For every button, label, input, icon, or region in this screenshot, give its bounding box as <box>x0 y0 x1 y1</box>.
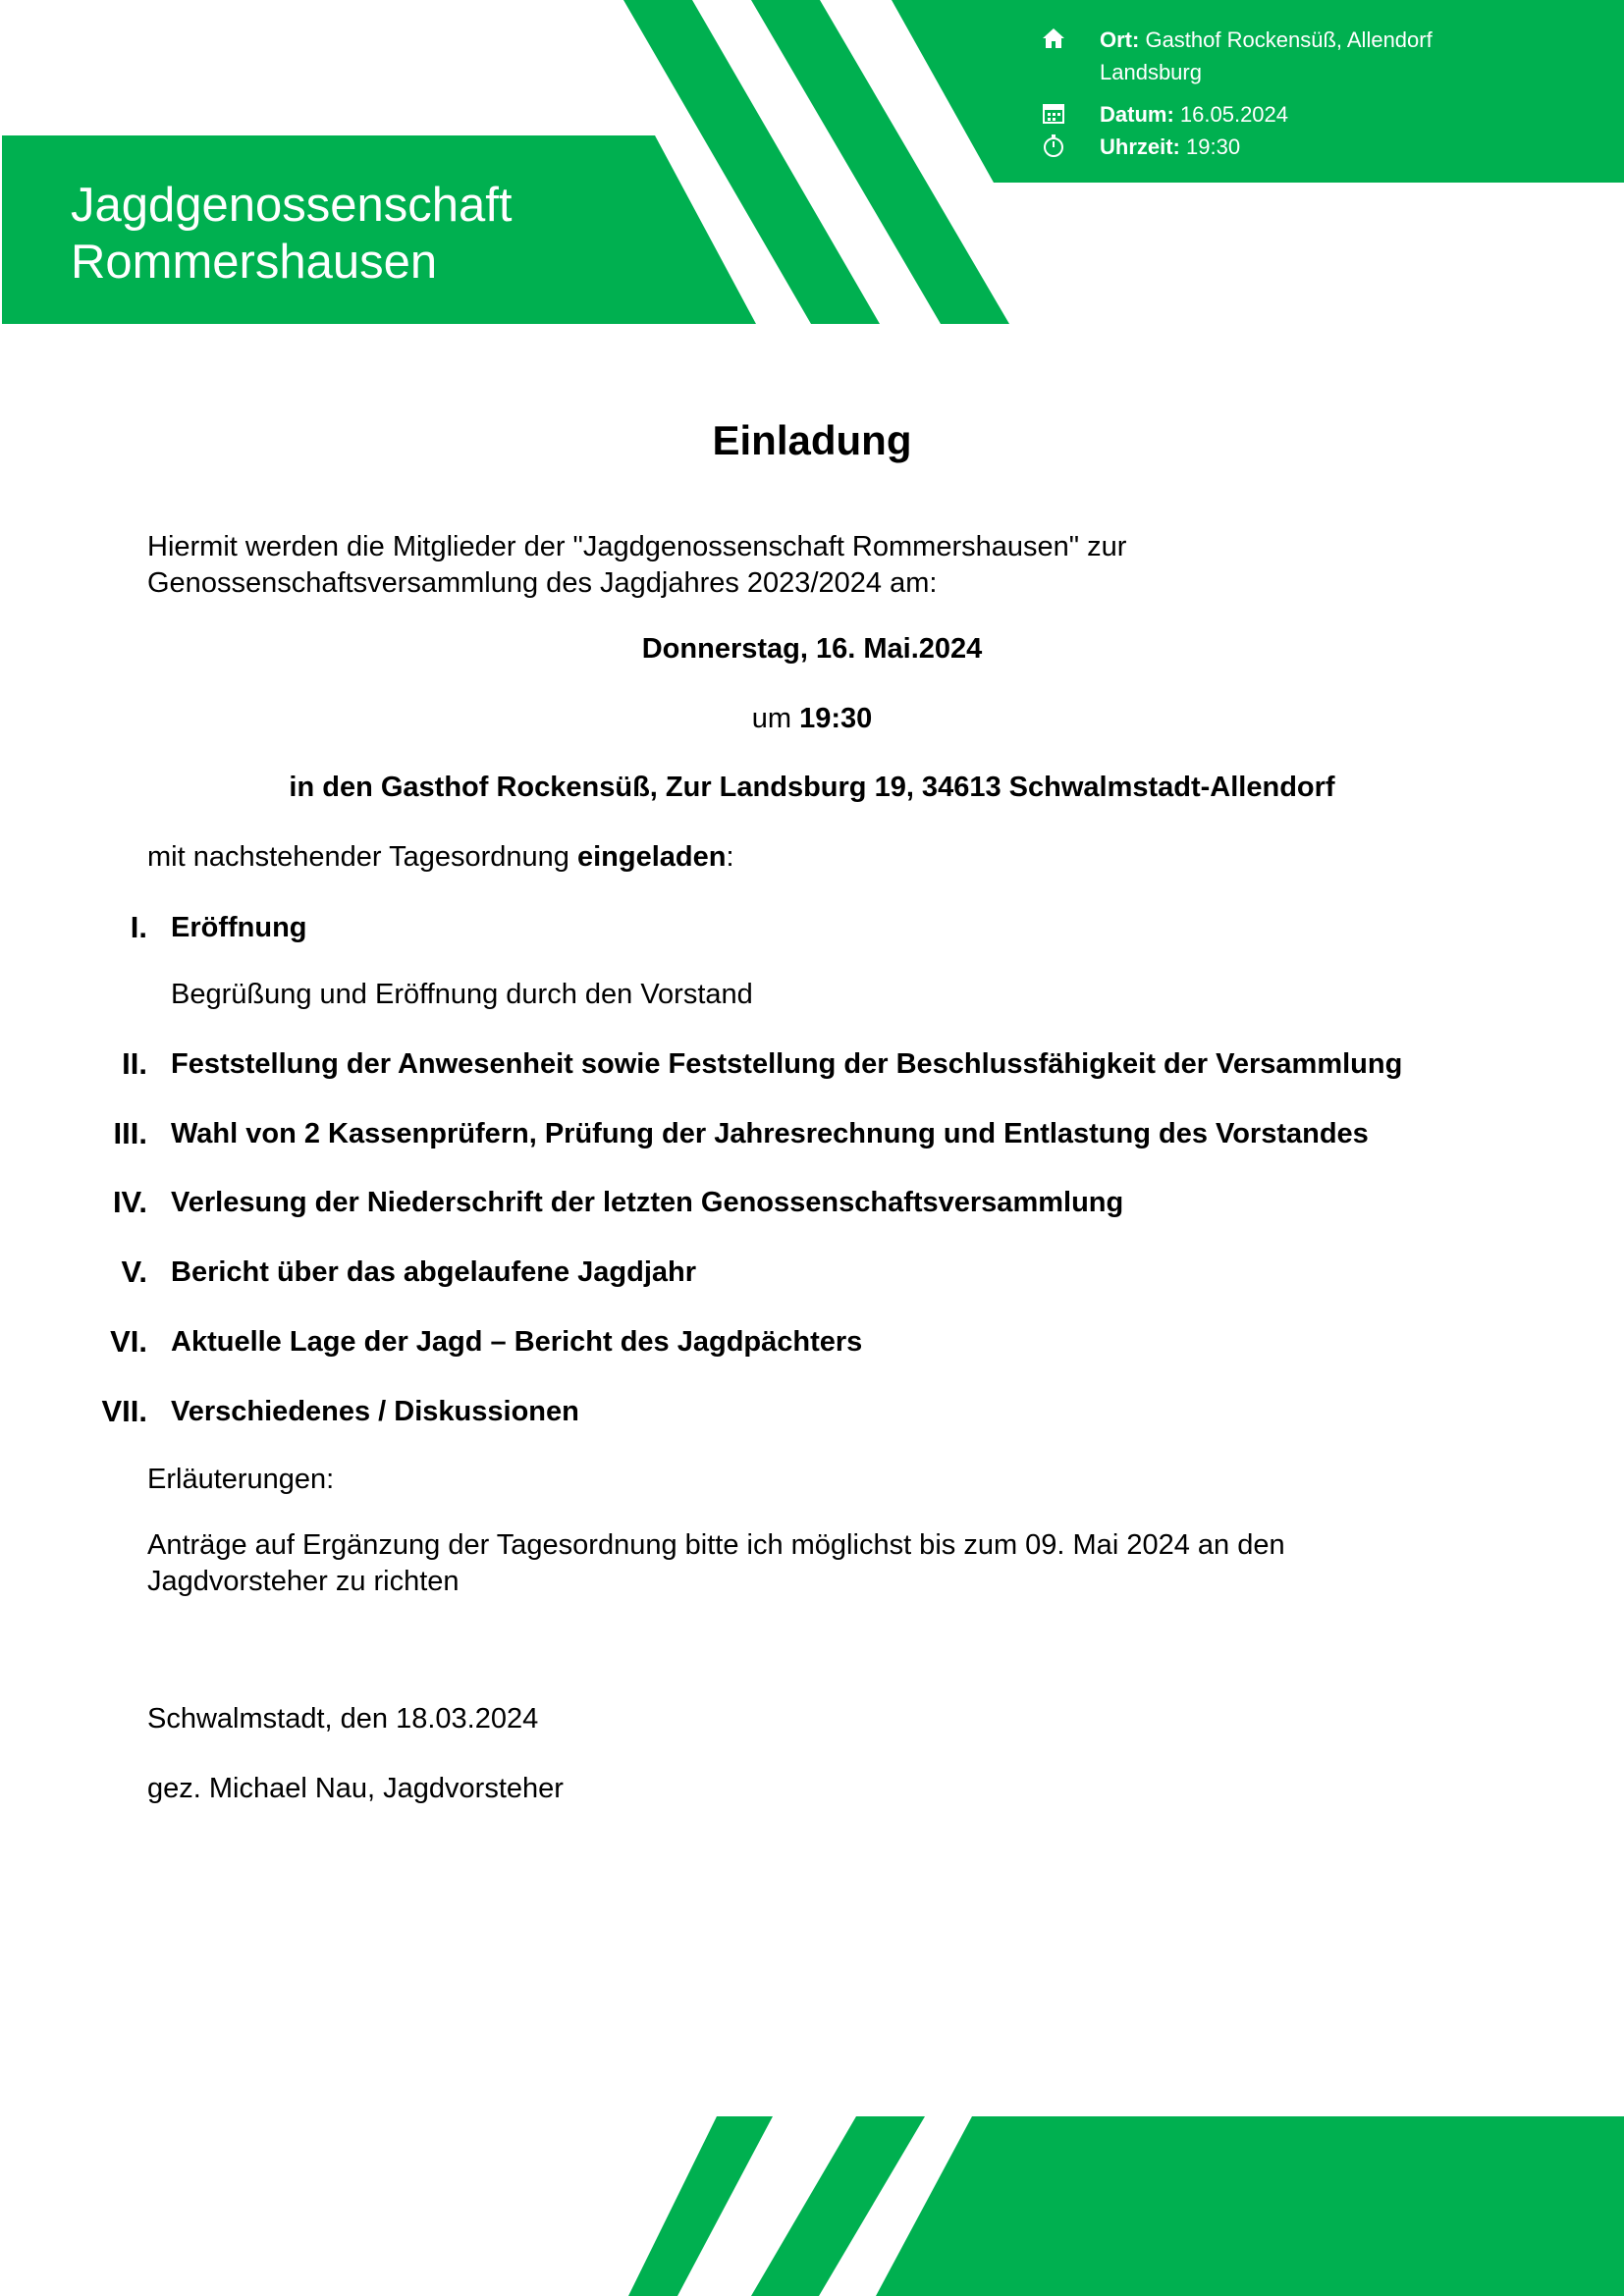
organization-name-line-2: Rommershausen <box>71 236 438 289</box>
agenda-number: I. <box>130 910 147 944</box>
intro-paragraph <box>147 529 1126 602</box>
agenda-number: VI. <box>110 1324 147 1359</box>
meeting-date: Donnerstag, 16. Mai.2024 <box>641 633 983 665</box>
notes-line-1: Anträge auf Ergänzung der Tagesordnung bitte ich möglichst bis zum 09. Mai 2024 an den <box>147 1529 1285 1561</box>
agenda-intro <box>147 839 734 876</box>
agenda-item-description: Begrüßung und Eröffnung durch den Vorstand <box>171 979 753 1010</box>
agenda-item: Verlesung der Niederschrift der letzten Genossenschaftsversammlung <box>171 1187 1124 1218</box>
agenda-item: Verschiedenes / Diskussionen <box>171 1396 579 1427</box>
stopwatch-icon <box>1041 133 1066 158</box>
agenda-number: II. <box>122 1046 147 1081</box>
event-info-panel <box>1041 24 1473 163</box>
intro-line-1: Hiermit werden die Mitglieder der "Jagdgenossenschaft Rommershausen" zur <box>147 531 1127 562</box>
meeting-venue: in den Gasthof Rockensüß, Zur Landsburg 19, 34613 Schwalmstadt-Allendorf <box>289 772 1335 803</box>
document-title: Einladung <box>712 417 912 463</box>
place-and-date: Schwalmstadt, den 18.03.2024 <box>147 1703 539 1735</box>
notes-paragraph <box>147 1527 1285 1600</box>
notes-label: Erläuterungen: <box>147 1464 335 1495</box>
agenda-number: VII. <box>101 1394 147 1428</box>
agenda-number: IV. <box>112 1185 147 1219</box>
organization-name <box>71 177 513 291</box>
organization-name-line-1: Jagdgenossenschaft <box>71 179 513 232</box>
signature: gez. Michael Nau, Jagdvorsteher <box>147 1773 564 1804</box>
info-location <box>1041 24 1473 88</box>
info-date-value: 16.05.2024 <box>1179 102 1289 127</box>
agenda-item: Eröffnung <box>171 912 307 943</box>
agenda-number: III. <box>113 1116 147 1150</box>
footer-block-shape <box>876 2116 1624 2296</box>
info-time-value: 19:30 <box>1186 134 1241 159</box>
notes-line-2: Jagdvorsteher zu richten <box>147 1566 460 1597</box>
info-location-label: Ort: <box>1100 27 1140 52</box>
intro-line-2: Genossenschaftsversammlung des Jagdjahres 2023/2024 am: <box>147 567 938 599</box>
agenda-item: Bericht über das abgelaufene Jagdjahr <box>171 1256 697 1288</box>
info-location-value-line-2: Landsburg <box>1100 60 1202 84</box>
home-icon <box>1041 26 1066 51</box>
meeting-time <box>0 703 1624 735</box>
info-date-label: Datum: <box>1100 102 1174 127</box>
calendar-icon <box>1041 100 1066 126</box>
agenda-item: Aktuelle Lage der Jagd – Bericht des Jagdpächters <box>171 1326 863 1358</box>
agenda-item: Feststellung der Anwesenheit sowie Feststellung der Beschlussfähigkeit der Versammlung <box>171 1048 1403 1080</box>
info-time <box>1041 131 1473 163</box>
agenda-number: V. <box>121 1255 147 1289</box>
agenda-intro-bold: eingeladen <box>577 841 727 873</box>
meeting-time-value: 19:30 <box>799 703 873 734</box>
info-location-value: Gasthof Rockensüß, Allendorf <box>1145 27 1433 52</box>
agenda-intro-text: mit nachstehender Tagesordnung <box>147 841 569 873</box>
meeting-time-prefix: um <box>751 703 792 734</box>
agenda-item: Wahl von 2 Kassenprüfern, Prüfung der Jahresrechnung und Entlastung des Vorstandes <box>171 1118 1369 1149</box>
info-time-label: Uhrzeit: <box>1100 134 1180 159</box>
agenda-intro-colon: : <box>726 841 734 873</box>
footer-stripe-1 <box>628 2116 773 2296</box>
info-date <box>1041 98 1473 131</box>
